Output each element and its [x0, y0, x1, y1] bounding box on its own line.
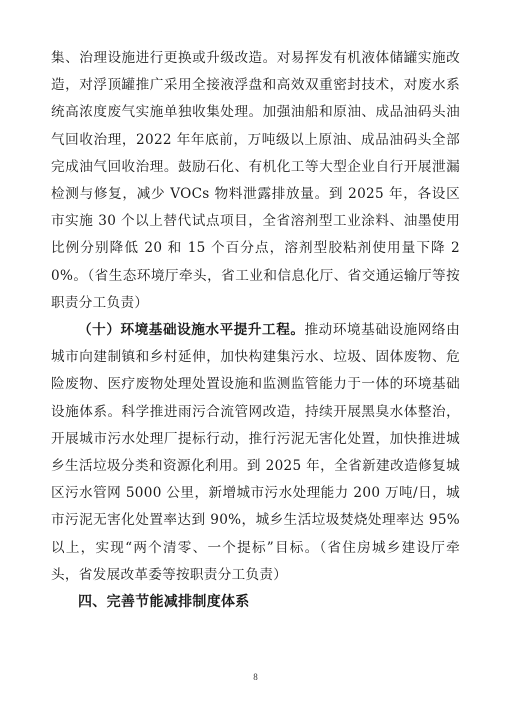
paragraph-text: 推动环境基础设施网络由城市向建制镇和乡村延伸，加快构建集污水、垃圾、固体废物、危险废物、医疗废物处理处置设施和监测监管能力于一体的环境基础设施体系。科学推进雨污合流管网改造，持续开展黑臭水体整治，开展城市污水处理厂提标行动，推行污泥无害化处置，加快推进城乡生活垃圾分类和资源化利用。到 2025 年，全省新建改造修复城区污水管网 5000 公里，新增城市污水处理能力 200 万吨/日，城市污泥无害化处置率达到 90%，城乡生活垃圾焚烧处理率达 95%以上，实现“两个清零、一个提标”目标。 [51, 322, 460, 556]
page-number: 8 [253, 672, 258, 682]
paragraph-infrastructure [51, 317, 460, 589]
document-body [51, 45, 460, 616]
responsibility-note: （省住房城乡建设厅牵头，省发展改革委等按职责分工负责） [51, 539, 460, 583]
paragraph-heading: （十）环境基础设施水平提升工程。 [78, 322, 305, 339]
section-heading: 四、完善节能减排制度体系 [78, 594, 250, 611]
paragraph-continued [51, 45, 460, 317]
responsibility-note: （省生态环境厅牵头，省工业和信息化厅、省交通运输厅等按职责分工负责） [51, 267, 460, 311]
paragraph-text: 集、治理设施进行更换或升级改造。对易挥发有机液体储罐实施改造，对浮顶罐推广采用全接液浮盘和高效双重密封技术，对废水系统高浓度废气实施单独收集处理。加强油船和原油、成品油码头油气回收治理，2022 年年底前，万吨级以上原油、成品油码头全部完成油气回收治理。鼓励石化、有机化工等大型企业自行开展泄漏检测与修复，减少 VOCs 物料泄露排放量。到 2025 年，各设区市实施 30 个以上替代试点项目，全省溶剂型工业涂料、油墨使用比例分别降低 20 和 15 个百分点，溶剂型胶粘剂使用量下降 20%。 [51, 50, 460, 284]
